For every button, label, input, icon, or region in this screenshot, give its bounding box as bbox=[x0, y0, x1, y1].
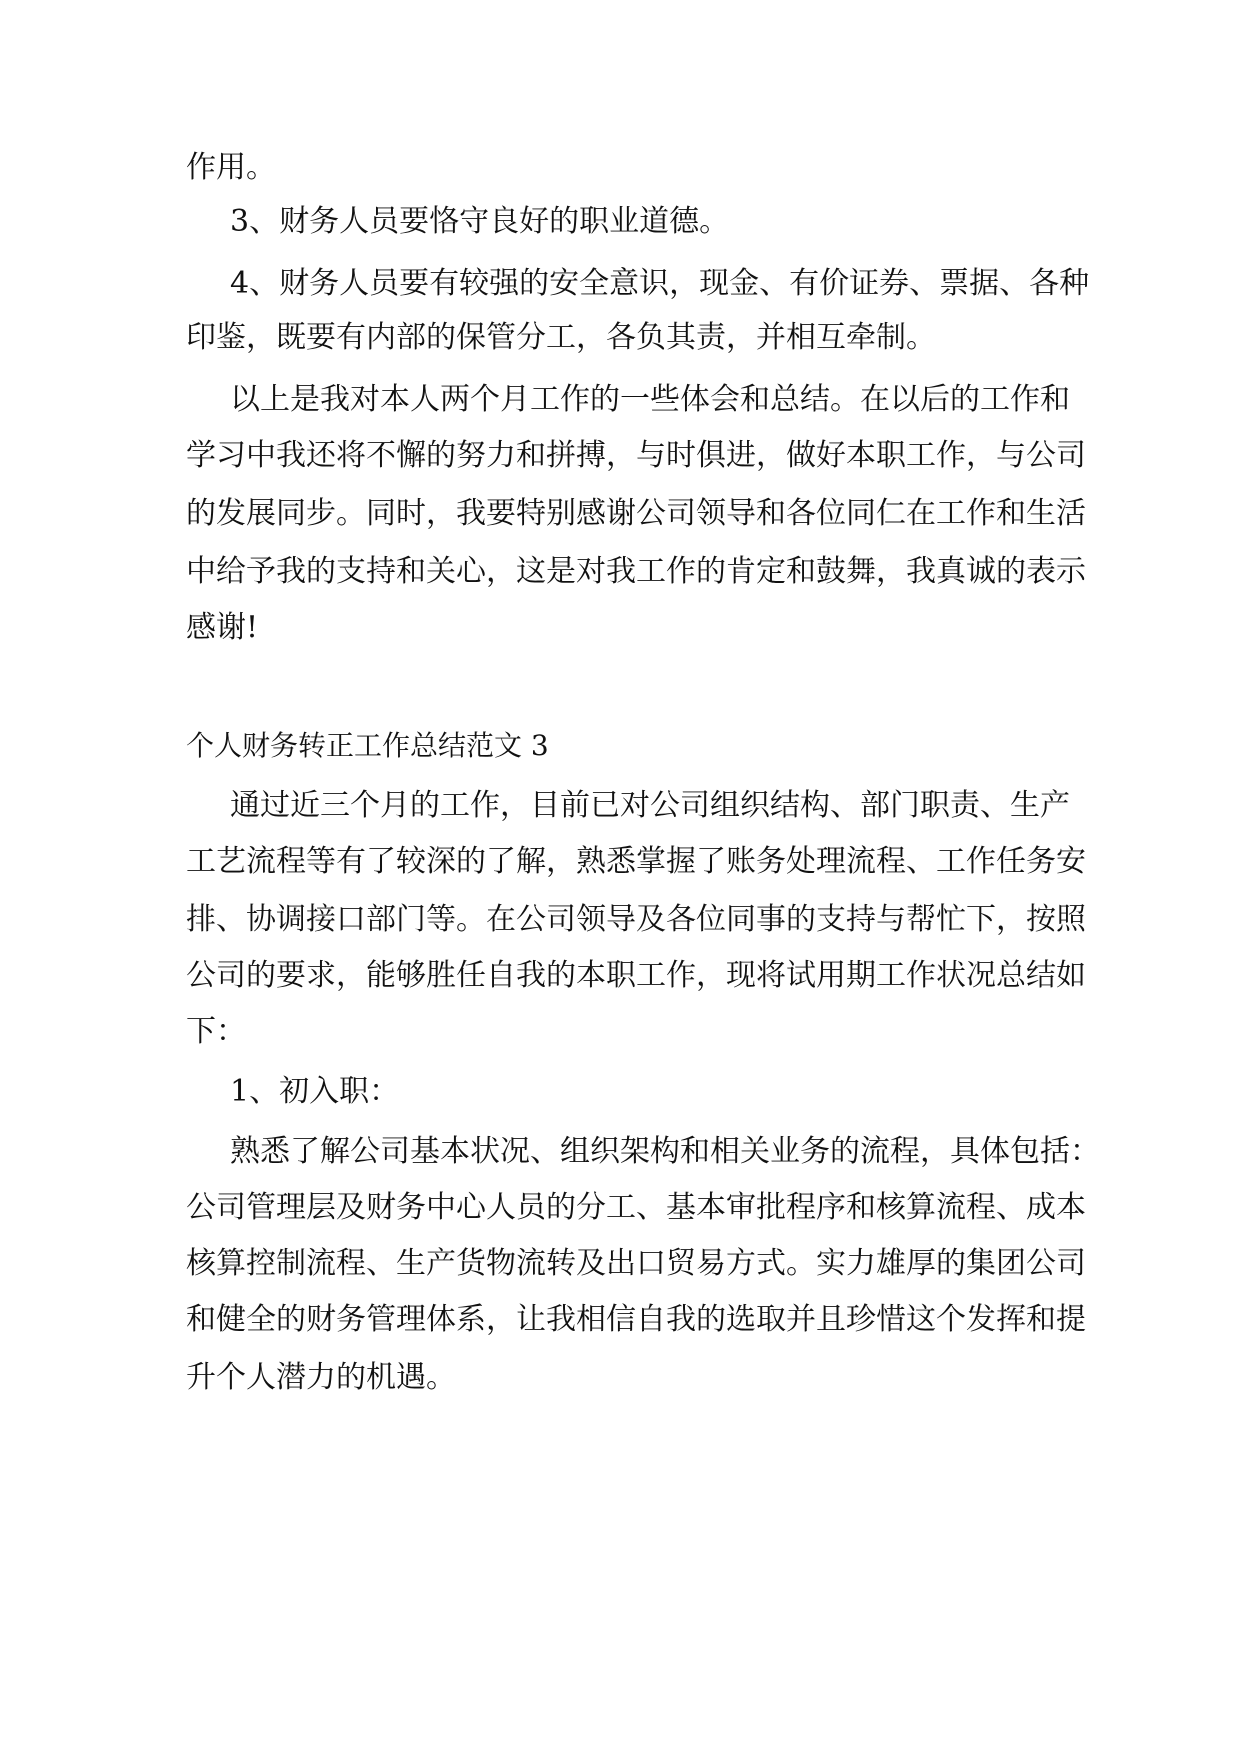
paragraph-line: 作用。 bbox=[186, 150, 276, 185]
paragraph-line: 通过近三个月的工作，目前已对公司组织结构、部门职责、生产 bbox=[230, 788, 1070, 823]
paragraph-line: 学习中我还将不懈的努力和拼搏，与时俱进，做好本职工作，与公司 bbox=[186, 438, 1086, 473]
paragraph-line: 和健全的财务管理体系，让我相信自我的选取并且珍惜这个发挥和提 bbox=[186, 1302, 1086, 1337]
paragraph-line: 升个人潜力的机遇。 bbox=[186, 1360, 456, 1395]
paragraph-line: 公司的要求，能够胜任自我的本职工作，现将试用期工作状况总结如 bbox=[186, 958, 1086, 993]
list-item-3: 3、财务人员要恪守良好的职业道德。 bbox=[230, 204, 730, 239]
paragraph-line: 排、协调接口部门等。在公司领导及各位同事的支持与帮忙下，按照 bbox=[186, 902, 1086, 937]
paragraph-line: 公司管理层及财务中心人员的分工、基本审批程序和核算流程、成本 bbox=[186, 1190, 1086, 1225]
paragraph-line: 下： bbox=[186, 1014, 246, 1049]
paragraph-line: 核算控制流程、生产货物流转及出口贸易方式。实力雄厚的集团公司 bbox=[186, 1246, 1086, 1281]
paragraph-line: 中给予我的支持和关心，这是对我工作的肯定和鼓舞，我真诚的表示 bbox=[186, 554, 1086, 589]
paragraph-line: 熟悉了解公司基本状况、组织架构和相关业务的流程，具体包括： bbox=[230, 1134, 1100, 1169]
list-item-4: 4、财务人员要有较强的安全意识，现金、有价证券、票据、各种 bbox=[230, 266, 1090, 301]
paragraph-line: 以上是我对本人两个月工作的一些体会和总结。在以后的工作和 bbox=[230, 382, 1070, 417]
section-heading: 个人财务转正工作总结范文 3 bbox=[186, 729, 549, 762]
paragraph-line: 印鉴，既要有内部的保管分工，各负其责，并相互牵制。 bbox=[186, 320, 936, 355]
paragraph-line: 的发展同步。同时，我要特别感谢公司领导和各位同仁在工作和生活 bbox=[186, 496, 1086, 531]
list-item-1: 1、初入职： bbox=[230, 1074, 400, 1109]
paragraph-line: 感谢! bbox=[186, 610, 259, 645]
paragraph-line: 工艺流程等有了较深的了解，熟悉掌握了账务处理流程、工作任务安 bbox=[186, 844, 1086, 879]
